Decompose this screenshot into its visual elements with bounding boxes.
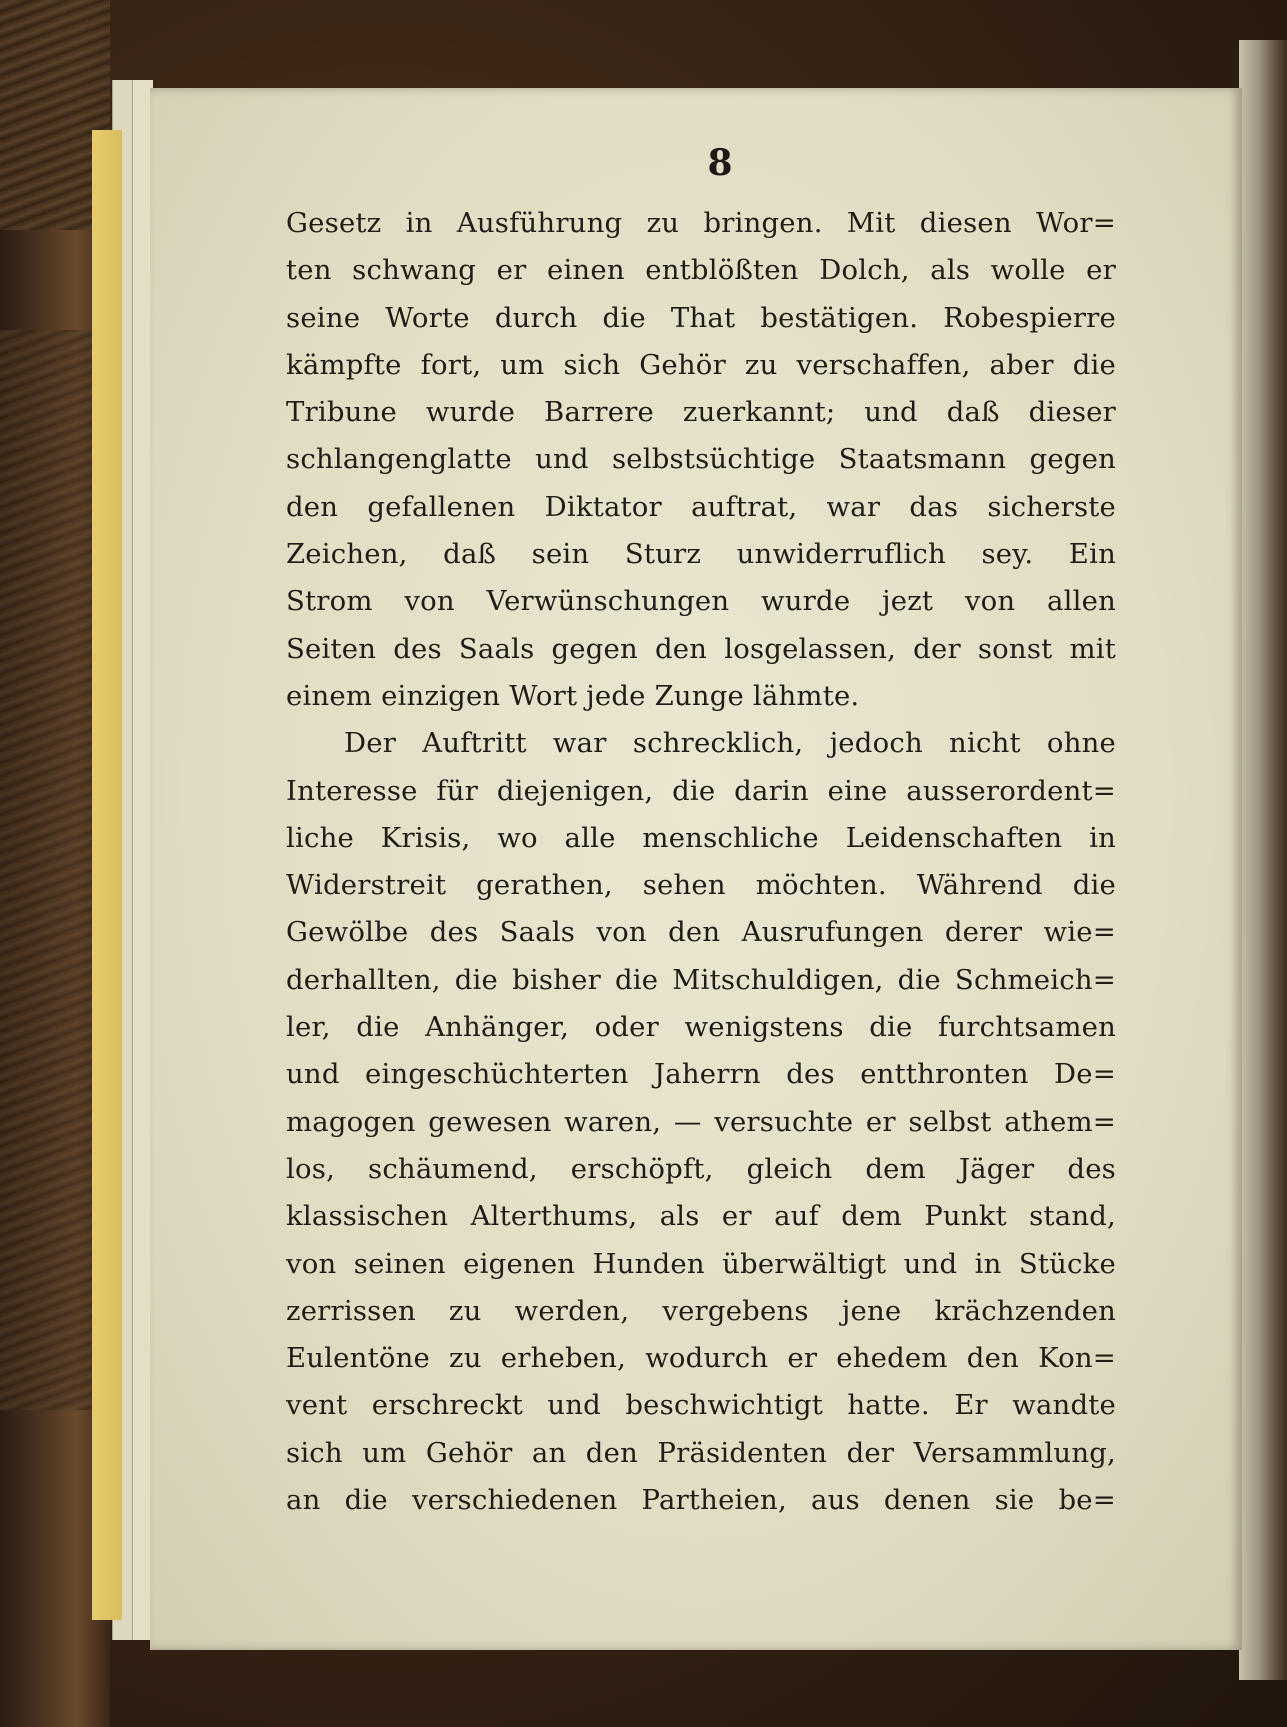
text-line: Tribune wurde Barrere zuerkannt; und daß dieser [286, 396, 1116, 429]
text-line: ler, die Anhänger, oder wenigstens die furchtsamen [286, 1011, 1116, 1044]
yellow-bookmark-strip [92, 130, 122, 1620]
text-line: Widerstreit gerathen, sehen möchten. Während die [286, 869, 1116, 902]
text-line: Seiten des Saals gegen den losgelassen, der sonst mit [286, 632, 1116, 665]
text-line: liche Krisis, wo alle menschliche Leidenschaften in [286, 821, 1116, 854]
text-line: den gefallenen Diktator auftrat, war das sicherste [286, 490, 1116, 523]
text-line: los, schäumend, erschöpft, gleich dem Jäger des [286, 1152, 1116, 1185]
text-line: vent erschreckt und beschwichtigt hatte. Er wandte [286, 1389, 1116, 1422]
page-text [286, 200, 1116, 1524]
text-line: seine Worte durch die That bestätigen. Robespierre [286, 301, 1116, 334]
text-line: einem einzigen Wort jede Zunge lähmte. [286, 679, 860, 712]
text-line: und eingeschüchterten Jaherrn des entthronten De= [286, 1058, 1116, 1091]
text-line: Eulentöne zu erheben, wodurch er ehedem den Kon= [286, 1342, 1116, 1375]
text-line: an die verschiedenen Partheien, aus denen sie be= [286, 1484, 1116, 1517]
text-line: Der Auftritt war schrecklich, jedoch nicht ohne [344, 727, 1116, 760]
text-line: Interesse für diejenigen, die darin eine ausserordent= [286, 774, 1116, 807]
text-line: ten schwang er einen entblößten Dolch, als wolle er [286, 254, 1116, 287]
text-line: schlangenglatte und selbstsüchtige Staatsmann gegen [286, 443, 1116, 476]
text-line: derhallten, die bisher die Mitschuldigen, die Schmeich= [286, 963, 1116, 996]
text-line: klassischen Alterthums, als er auf dem Punkt stand, [286, 1200, 1116, 1233]
text-line: magogen gewesen waren, — versuchte er selbst athem= [286, 1105, 1116, 1138]
text-line: Gesetz in Ausführung zu bringen. Mit diesen Wor= [286, 207, 1116, 239]
text-line: zerrissen zu werden, vergebens jene krächzenden [286, 1294, 1116, 1327]
text-line: Gewölbe des Saals von den Ausrufungen derer wie= [286, 916, 1116, 949]
text-line: sich um Gehör an den Präsidenten der Versammlung, [286, 1436, 1116, 1469]
text-line: Strom von Verwünschungen wurde jezt von allen [286, 585, 1116, 618]
text-line: kämpfte fort, um sich Gehör zu verschaffen, aber die [286, 348, 1116, 381]
paragraph-2 [286, 720, 1116, 1524]
text-line: von seinen eigenen Hunden überwältigt und in Stücke [286, 1247, 1116, 1280]
text-line: Zeichen, daß sein Sturz unwiderruflich sey. Ein [286, 538, 1116, 571]
page-number: 8 [707, 142, 733, 184]
right-page-edge [1239, 40, 1287, 1680]
paragraph-1 [286, 200, 1116, 720]
